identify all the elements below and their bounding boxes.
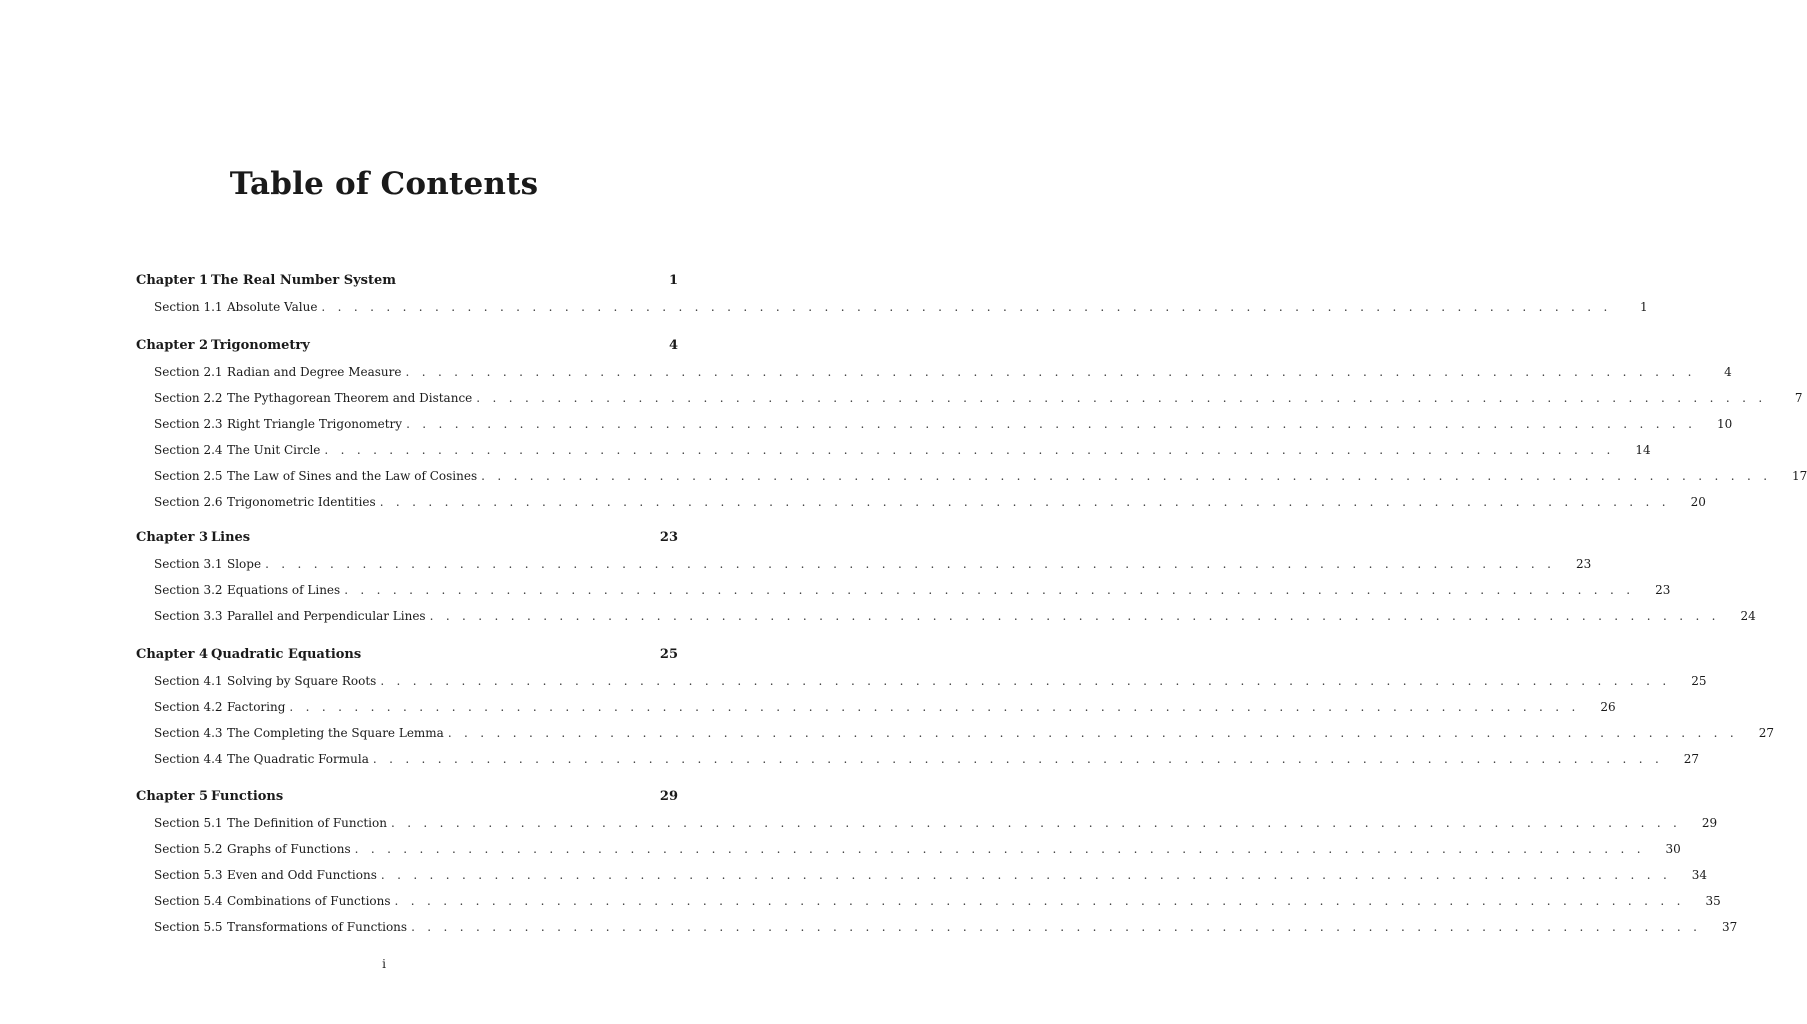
section-number: Section 2.3 (154, 417, 223, 431)
section-page-number: 35 (1705, 894, 1721, 908)
dot-leader: . . . . . . . . . . . . . . . . . . . . . . . . . . . . . . . . . . . . . . . . . . . . . . . . . . . . . . . . . . . . . . . . . . . . . . . . . . . . . . . . (344, 583, 1635, 597)
section-title: The Law of Sines and the Law of Cosines (227, 469, 478, 483)
section-entry[interactable] (154, 440, 1651, 460)
dot-leader: . . . . . . . . . . . . . . . . . . . . . . . . . . . . . . . . . . . . . . . . . . . . . . . . . . . . . . . . . . . . . . . . . . . . . . . . . . . . . . . . (411, 920, 1702, 934)
section-title: Transformations of Functions (227, 920, 408, 934)
section-entry[interactable] (154, 749, 1700, 769)
section-number: Section 2.5 (154, 469, 223, 483)
chapter-title: Quadratic Equations (211, 647, 362, 662)
dot-leader: . . . . . . . . . . . . . . . . . . . . . . . . . . . . . . . . . . . . . . . . . . . . . . . . . . . . . . . . . . . . . . . . . . . . . . . . . . . . . . . . (405, 365, 1696, 379)
chapter-page-number: 1 (668, 273, 678, 288)
section-page-number: 27 (1683, 752, 1700, 766)
dot-leader: . . . . . . . . . . . . . . . . . . . . . . . . . . . . . . . . . . . . . . . . . . . . . . . . . . . . . . . . . . . . . . . . . . . . . . . . . . . . . . . . (380, 674, 1671, 688)
section-entry[interactable] (154, 388, 1803, 408)
section-number: Section 5.4 (154, 894, 223, 908)
section-page-number: 23 (1576, 557, 1592, 571)
section-number: Section 4.2 (154, 700, 223, 714)
section-entry[interactable] (154, 414, 1733, 434)
chapter-number: Chapter 1 (136, 273, 209, 288)
dot-leader: . . . . . . . . . . . . . . . . . . . . . . . . . . . . . . . . . . . . . . . . . . . . . . . . . . . . . . . . . . . . . . . . . . . . . . . . . . . . . . . . (354, 842, 1645, 856)
section-number: Section 4.4 (154, 752, 223, 766)
section-entry[interactable] (154, 917, 1738, 937)
chapter-entry[interactable] (136, 787, 678, 807)
section-title: Right Triangle Trigonometry (227, 417, 403, 431)
section-page-number: 14 (1635, 443, 1651, 457)
chapter-title: Functions (211, 789, 284, 804)
section-title: The Quadratic Formula (227, 752, 369, 766)
section-entry[interactable] (154, 466, 1807, 486)
dot-leader: . . . . . . . . . . . . . . . . . . . . . . . . . . . . . . . . . . . . . . . . . . . . . . . . . . . . . . . . . . . . . . . . . . . . . . . . . . . . . . . . (324, 443, 1615, 457)
section-title: Slope (227, 557, 262, 571)
dot-leader: . . . . . . . . . . . . . . . . . . . . . . . . . . . . . . . . . . . . . . . . . . . . . . . . . . . . . . . . . . . . . . . . . . . . . . . . . . . . . . . . (289, 700, 1580, 714)
section-entry[interactable] (154, 606, 1756, 626)
chapter-title: Lines (211, 530, 251, 545)
section-page-number: 7 (1794, 391, 1803, 405)
section-title: Factoring (227, 700, 286, 714)
section-page-number: 30 (1665, 842, 1681, 856)
section-number: Section 3.3 (154, 609, 223, 623)
dot-leader: . . . . . . . . . . . . . . . . . . . . . . . . . . . . . . . . . . . . . . . . . . . . . . . . . . . . . . . . . . . . . . . . . . . . . . . . . . . . . . . . (476, 391, 1767, 405)
dot-leader: . . . . . . . . . . . . . . . . . . . . . . . . . . . . . . . . . . . . . . . . . . . . . . . . . . . . . . . . . . . . . . . . . . . . . . . . . . . . . . . . (447, 726, 1739, 740)
chapter-number: Chapter 3 (136, 530, 209, 545)
section-page-number: 10 (1717, 417, 1733, 431)
section-number: Section 3.1 (154, 557, 223, 571)
dot-leader: . . . . . . . . . . . . . . . . . . . . . . . . . . . . . . . . . . . . . . . . . . . . . . . . . . . . . . . . . . . . . . . . . . . . . . . . . . . . . . . . (380, 868, 1672, 882)
section-title: Solving by Square Roots (227, 674, 377, 688)
section-page-number: 17 (1792, 469, 1807, 483)
chapter-entry[interactable] (136, 336, 678, 356)
section-number: Section 4.3 (154, 726, 223, 740)
section-page-number: 27 (1758, 726, 1775, 740)
section-title: Graphs of Functions (227, 842, 351, 856)
chapter-number: Chapter 5 (136, 789, 209, 804)
section-title: The Pythagorean Theorem and Distance (227, 391, 473, 405)
section-number: Section 2.4 (154, 443, 223, 457)
chapter-page-number: 4 (668, 338, 678, 353)
dot-leader: . . . . . . . . . . . . . . . . . . . . . . . . . . . . . . . . . . . . . . . . . . . . . . . . . . . . . . . . . . . . . . . . . . . . . . . . . . . . . . . . (379, 495, 1670, 509)
section-title: Radian and Degree Measure (227, 365, 402, 379)
chapter-entry[interactable] (136, 528, 678, 548)
chapter-number: Chapter 4 (136, 647, 209, 662)
dot-leader: . . . . . . . . . . . . . . . . . . . . . . . . . . . . . . . . . . . . . . . . . . . . . . . . . . . . . . . . . . . . . . . . . . . . . . . . . . . . . . . . (390, 816, 1682, 830)
section-page-number: 26 (1600, 700, 1616, 714)
section-entry[interactable] (154, 839, 1681, 859)
section-title: The Definition of Function (227, 816, 387, 830)
section-entry[interactable] (154, 580, 1671, 600)
section-title: Combinations of Functions (227, 894, 391, 908)
section-number: Section 3.2 (154, 583, 223, 597)
section-number: Section 4.1 (154, 674, 223, 688)
chapter-page-number: 29 (659, 789, 678, 804)
section-number: Section 2.6 (154, 495, 223, 509)
section-entry[interactable] (154, 813, 1718, 833)
section-title: Parallel and Perpendicular Lines (227, 609, 426, 623)
dot-leader: . . . . . . . . . . . . . . . . . . . . . . . . . . . . . . . . . . . . . . . . . . . . . . . . . . . . . . . . . . . . . . . . . . . . . . . . . . . . . . . . (394, 894, 1685, 908)
section-number: Section 5.1 (154, 816, 223, 830)
chapter-title: The Real Number System (211, 273, 397, 288)
section-page-number: 25 (1691, 674, 1707, 688)
section-page-number: 4 (1724, 365, 1732, 379)
section-number: Section 5.5 (154, 920, 223, 934)
dot-leader: . . . . . . . . . . . . . . . . . . . . . . . . . . . . . . . . . . . . . . . . . . . . . . . . . . . . . . . . . . . . . . . . . . . . . . . . . . . . . . . . (265, 557, 1556, 571)
section-entry[interactable] (154, 554, 1592, 574)
section-title: The Unit Circle (227, 443, 321, 457)
section-entry[interactable] (154, 697, 1616, 717)
section-page-number: 23 (1655, 583, 1671, 597)
section-entry[interactable] (154, 297, 1648, 317)
section-page-number: 24 (1740, 609, 1756, 623)
dot-leader: . . . . . . . . . . . . . . . . . . . . . . . . . . . . . . . . . . . . . . . . . . . . . . . . . . . . . . . . . . . . . . . . . . . . . . . . . . . . . . . . (406, 417, 1697, 431)
section-entry[interactable] (154, 362, 1732, 382)
section-entry[interactable] (154, 492, 1706, 512)
dot-leader: . . . . . . . . . . . . . . . . . . . . . . . . . . . . . . . . . . . . . . . . . . . . . . . . . . . . . . . . . . . . . . . . . . . . . . . . . . . . . . . . (321, 300, 1612, 314)
section-title: Even and Odd Functions (227, 868, 377, 882)
chapter-page-number: 23 (659, 530, 678, 545)
section-page-number: 1 (1639, 300, 1648, 314)
section-number: Section 5.2 (154, 842, 223, 856)
section-entry[interactable] (154, 671, 1707, 691)
section-title: Trigonometric Identities (227, 495, 376, 509)
section-page-number: 34 (1691, 868, 1708, 882)
section-number: Section 5.3 (154, 868, 223, 882)
chapter-title: Trigonometry (211, 338, 310, 353)
section-page-number: 29 (1701, 816, 1718, 830)
dot-leader: . . . . . . . . . . . . . . . . . . . . . . . . . . . . . . . . . . . . . . . . . . . . . . . . . . . . . . . . . . . . . . . . . . . . . . . . . . . . . . . . (481, 469, 1772, 483)
section-number: Section 2.1 (154, 365, 223, 379)
section-number: Section 1.1 (154, 300, 223, 314)
section-page-number: 37 (1721, 920, 1738, 934)
section-entry[interactable] (154, 891, 1721, 911)
section-number: Section 2.2 (154, 391, 223, 405)
page-title: Table of Contents (229, 166, 539, 202)
section-title: The Completing the Square Lemma (227, 726, 444, 740)
section-entry[interactable] (154, 865, 1708, 885)
chapter-entry[interactable] (136, 271, 678, 291)
dot-leader: . . . . . . . . . . . . . . . . . . . . . . . . . . . . . . . . . . . . . . . . . . . . . . . . . . . . . . . . . . . . . . . . . . . . . . . . . . . . . . . . (372, 752, 1664, 766)
chapter-page-number: 25 (659, 647, 678, 662)
section-page-number: 20 (1690, 495, 1706, 509)
section-title: Absolute Value (227, 300, 318, 314)
chapter-number: Chapter 2 (136, 338, 209, 353)
section-title: Equations of Lines (227, 583, 341, 597)
chapter-entry[interactable] (136, 645, 678, 665)
section-entry[interactable] (154, 723, 1775, 743)
dot-leader: . . . . . . . . . . . . . . . . . . . . . . . . . . . . . . . . . . . . . . . . . . . . . . . . . . . . . . . . . . . . . . . . . . . . . . . . . . . . . . . . (429, 609, 1720, 623)
page-number: i (382, 957, 386, 971)
